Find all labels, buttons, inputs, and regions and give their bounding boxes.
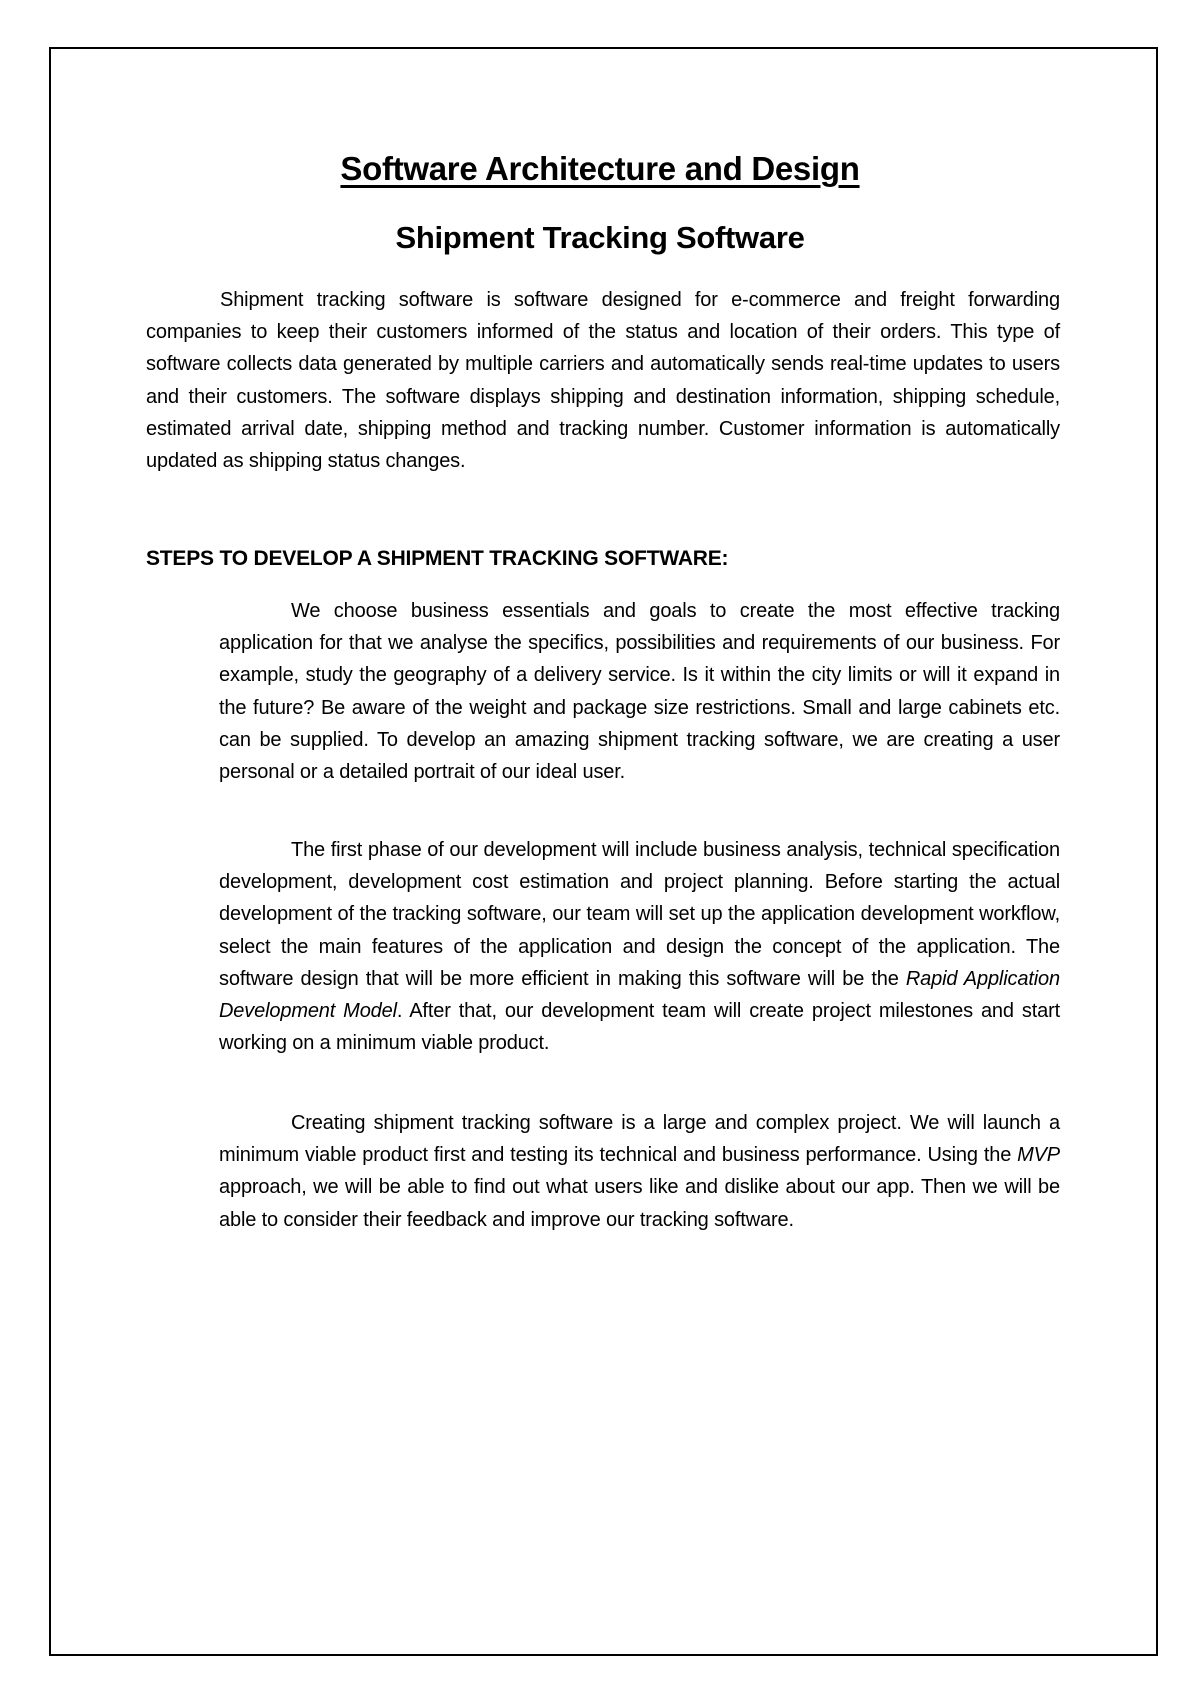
intro-paragraph: Shipment tracking software is software designed for e-commerce and freight forwarding companies to keep their customers informed of the status and location of their orders. This type of software collects data generated by multiple carriers and automatically sends real-time updates to users and their customers. The software displays shipping and destination information, shipping schedule, estimated arrival date, shipping method and tracking number. Customer information is automatically updated as shipping status changes. xyxy=(146,289,1060,473)
steps-paragraph-2 xyxy=(219,834,1060,1059)
paragraph-3-text-before: Creating shipment tracking software is a large and complex project. We will launch a minimum viable product first and testing its technical and business performance. Using the xyxy=(219,1112,1060,1167)
paragraph-2-text-before: The first phase of our development will include business analysis, technical specification development, development cost estimation and project planning. Before starting the actual development of the tracking software, our team will set up the application development workflow, select the main features of the application and design the concept of the application. The software design that will be more efficient in making this software will be the xyxy=(219,839,1060,990)
document-title: Software Architecture and Design xyxy=(340,150,860,187)
rad-model-emphasis: Rapid Application Development Model xyxy=(219,967,1060,1023)
section-heading: STEPS TO DEVELOP A SHIPMENT TRACKING SOFTWARE: xyxy=(146,547,729,570)
steps-paragraph-1: We choose business essentials and goals to create the most effective tracking application for that we analyse the specifics, possibilities and requirements of our business. For example, study the geography of a delivery service. Is it within the city limits or will it expand in the future? Be aware of the weight and package size restrictions. Small and large cabinets etc. can be supplied. To develop an amazing shipment tracking software, we are creating a user personal or a detailed portrait of our ideal user. xyxy=(219,600,1060,784)
paragraph-2-text-after: . After that, our development team will create project milestones and start working on a minimum viable product. xyxy=(219,1000,1061,1055)
paragraph-3-text-after: approach, we will be able to find out what users like and dislike about our app. Then we will be able to consider their feedback and improve our tracking software. xyxy=(219,1176,1060,1231)
steps-paragraph-3 xyxy=(219,1107,1060,1236)
document-subtitle: Shipment Tracking Software xyxy=(395,220,805,255)
mvp-emphasis: MVP xyxy=(1017,1144,1060,1167)
